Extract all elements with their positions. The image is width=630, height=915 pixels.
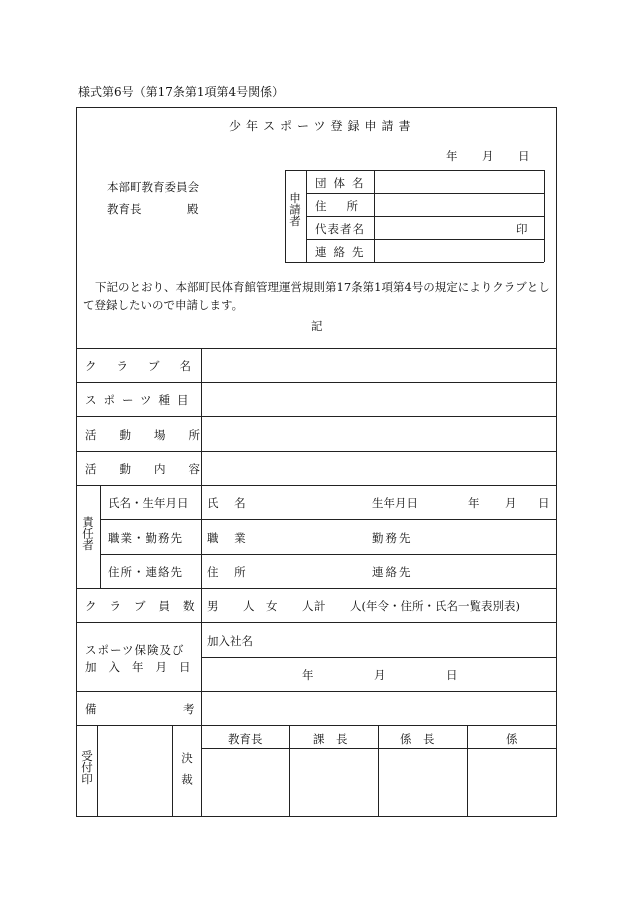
frame-top	[76, 107, 557, 108]
label-club-name: クラブ名	[85, 359, 211, 373]
insurance-month: 月	[374, 668, 386, 682]
applicant-row-sep2	[306, 216, 544, 217]
label-activity-place: 活動場所	[85, 428, 223, 442]
table-line	[100, 519, 557, 520]
applicant-box-div2	[374, 170, 375, 262]
resp-label-address: 住所・連絡先	[108, 565, 183, 579]
reception-stamp-label: 受付印	[80, 750, 94, 785]
addressee-honorific: 殿	[187, 202, 199, 216]
table-line	[76, 416, 557, 417]
table-line	[76, 485, 557, 486]
resp-name: 氏 名	[207, 496, 252, 510]
approval-col-superintendent: 教育長	[228, 732, 263, 746]
table-col-sep	[97, 725, 98, 817]
applicant-label-address: 住所	[315, 199, 378, 213]
table-line	[76, 588, 557, 589]
frame-right	[556, 107, 557, 817]
label-activity-content: 活動内容	[85, 462, 223, 476]
members-note: 人(年令・住所・氏名一覧表別表)	[350, 599, 520, 613]
applicant-box-top	[285, 170, 544, 171]
members-female: 女	[266, 599, 278, 613]
remarks-label-a: 備	[85, 702, 97, 716]
approval-col-subsection-chief: 係 長	[400, 732, 435, 746]
addressee-role: 教育長	[107, 202, 142, 216]
insurance-label-2: 加入年月日	[85, 660, 203, 674]
resp-dob-year: 年	[468, 496, 480, 510]
table-col-sep	[378, 725, 379, 817]
approval-col-staff: 係	[506, 732, 518, 746]
applicant-box-bottom	[285, 262, 544, 263]
members-male: 男	[207, 599, 219, 613]
decision-label: 決裁	[180, 752, 194, 795]
applicant-label-rep: 代表者名	[315, 222, 365, 236]
date-day: 日	[518, 149, 530, 163]
remarks-label-b: 考	[183, 702, 195, 716]
frame-left	[76, 107, 77, 817]
form-number: 様式第6号（第17条第1項第4号関係）	[78, 85, 285, 99]
applicant-header: 申請者	[288, 192, 302, 227]
members-unit1: 人	[243, 599, 255, 613]
table-line	[201, 657, 557, 658]
resp-label-job: 職業・勤務先	[108, 531, 183, 545]
table-col-sep	[289, 725, 290, 817]
table-line	[76, 451, 557, 452]
table-col-sep	[201, 348, 202, 817]
applicant-box-left	[285, 170, 286, 262]
insurance-year: 年	[302, 668, 314, 682]
body-text-line2: て登録したいので申請します。	[83, 298, 244, 312]
applicant-label-group: 団体名	[315, 176, 371, 190]
applicant-box-right	[544, 170, 545, 262]
date-year: 年	[446, 149, 458, 163]
applicant-label-contact: 連絡先	[315, 245, 371, 259]
addressee-line1: 本部町教育委員会	[107, 180, 199, 194]
body-text-line1: 下記のとおり、本部町民体育館管理運営規則第17条第1項第4号の規定によりクラブとし	[95, 280, 550, 294]
insurance-company: 加入社名	[207, 634, 253, 648]
resp-job: 職 業	[207, 531, 252, 545]
table-line	[76, 725, 557, 726]
table-line	[76, 348, 557, 349]
table-line	[76, 382, 557, 383]
table-col-sep	[100, 485, 101, 588]
resp-dob: 生年月日	[372, 496, 418, 510]
resp-label-name-dob: 氏名・生年月日	[108, 496, 189, 510]
table-line	[76, 691, 557, 692]
resp-workplace: 勤務先	[372, 531, 413, 545]
table-line	[76, 622, 557, 623]
resp-address: 住 所	[207, 565, 252, 579]
members-total: 計	[314, 599, 326, 613]
frame-bottom	[76, 816, 557, 817]
applicant-box-div1	[306, 170, 307, 262]
resp-dob-month: 月	[505, 496, 517, 510]
applicant-row-sep1	[306, 193, 544, 194]
members-unit2: 人	[302, 599, 314, 613]
insurance-day: 日	[446, 668, 458, 682]
approval-col-section-chief: 課 長	[313, 732, 348, 746]
ki-marker: 記	[311, 319, 323, 333]
table-line	[201, 748, 557, 749]
form-title: 少年スポーツ登録申請書	[229, 119, 416, 133]
applicant-row-sep3	[306, 239, 544, 240]
responsible-header: 責任者	[81, 516, 95, 551]
insurance-label-1: スポーツ保険及び	[85, 643, 185, 657]
table-line	[100, 554, 557, 555]
table-col-sep	[467, 725, 468, 817]
table-col-sep	[172, 725, 173, 817]
label-member-count: クラブ員数	[85, 599, 208, 613]
label-sport-type: スポーツ種目	[85, 393, 196, 407]
resp-dob-day: 日	[538, 496, 550, 510]
seal-mark: 印	[516, 222, 528, 236]
date-month: 月	[482, 149, 494, 163]
resp-contact: 連絡先	[372, 565, 413, 579]
